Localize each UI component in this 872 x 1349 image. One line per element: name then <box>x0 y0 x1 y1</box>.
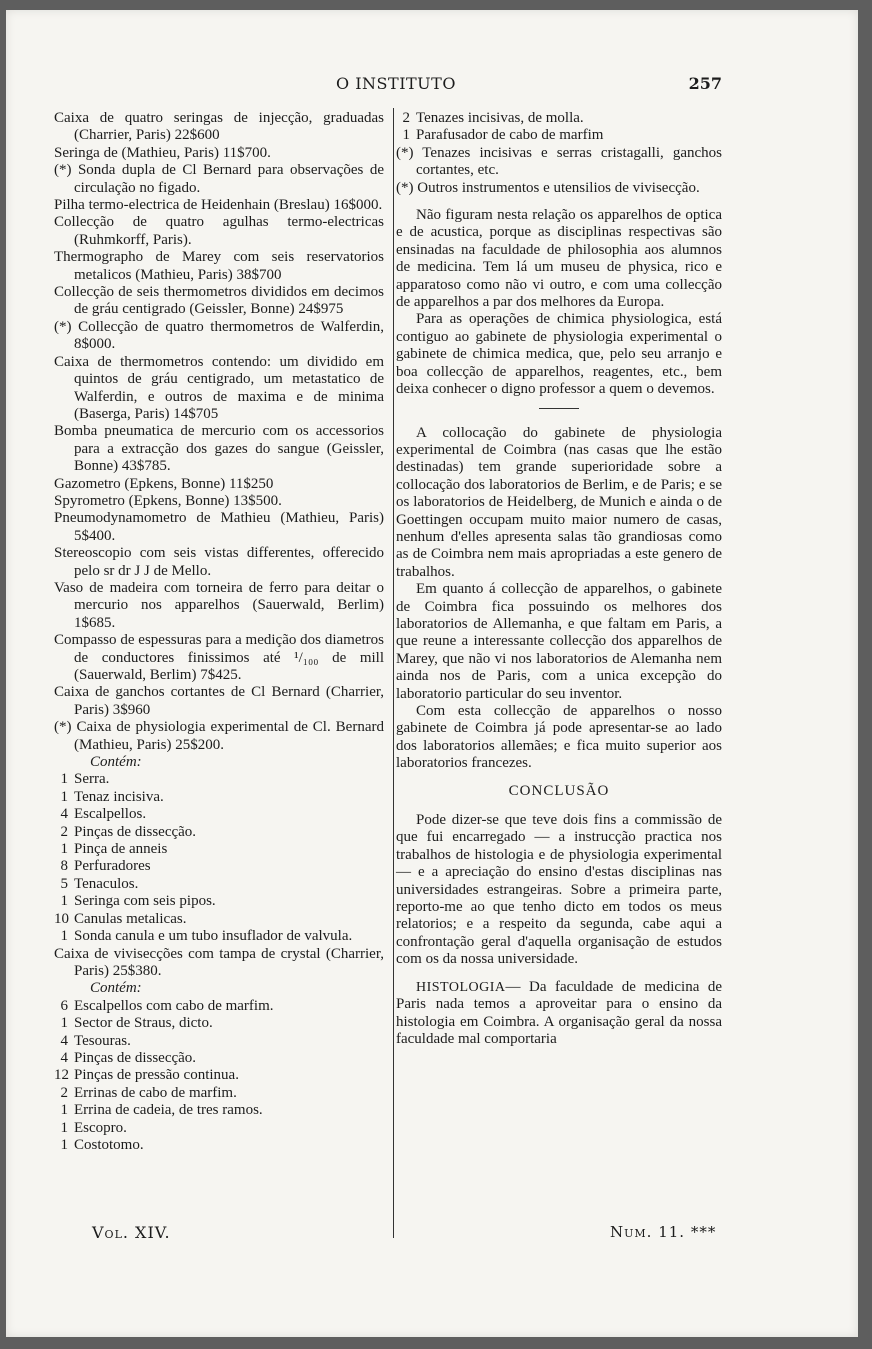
list-item <box>54 928 384 945</box>
item-text: Tenaz incisiva. <box>74 788 164 805</box>
item-quantity: 2 <box>60 1084 68 1101</box>
list-item <box>54 1137 384 1154</box>
item-text: Pinça de anneis <box>74 841 168 858</box>
instrument-entry: Compasso de espessuras para a medição dos diametros de conductores finissimos até ¹/₁₀₀ de mill (Sauerwald, Berlim) 7$425. <box>54 632 384 683</box>
paragraph: A collocação do gabinete de physiologia experimental de Coimbra (nas casas que lhe estão destinadas) tem grande superioridade sobre a collocação dos laboratorios de Berlim, e de Paris; e se os laboratorios de Heidelberg, de Munich e ainda o de Goettingen occupam muito maior numero de casas, nenhum d'elles apresenta salas tão grandiosas como as de Coimbra nem mais apropriadas a este genero de trabalhos. <box>396 424 722 580</box>
item-text: Parafusador de cabo de marfim <box>416 127 604 144</box>
item-quantity: 1 <box>60 1136 68 1153</box>
contents-list <box>396 110 722 145</box>
instrument-entry: Vaso de madeira com torneira de ferro para deitar o mercurio nos apparelhos (Sauerwald, Berlim) 1$685. <box>54 579 384 631</box>
item-quantity: 1 <box>60 1119 68 1136</box>
list-item <box>54 1050 384 1067</box>
instrument-entry: Collecção de quatro agulhas termo-electricas (Ruhmkorff, Paris). <box>54 214 384 248</box>
item-text: Tesouras. <box>74 1032 131 1049</box>
list-item <box>54 858 384 875</box>
instrument-entry: Pilha termo-electrica de Heidenhain (Breslau) 16$000. <box>54 197 383 214</box>
instrument-entries <box>54 110 384 754</box>
item-text: Escalpellos com cabo de marfim. <box>74 997 274 1014</box>
item-quantity: 4 <box>60 1049 68 1066</box>
instrument-entry: Stereoscopio com seis vistas differentes, offerecido pelo sr dr J J de Mello. <box>54 545 384 579</box>
list-item <box>54 998 384 1015</box>
item-text: Costotomo. <box>74 1136 144 1153</box>
item-text: Errina de cadeia, de tres ramos. <box>74 1102 263 1119</box>
page <box>6 10 858 1337</box>
list-item <box>54 1085 384 1102</box>
histologia-label: HISTOLOGIA <box>416 979 506 995</box>
list-item <box>54 806 384 823</box>
paragraph: Pode dizer-se que teve dois fins a commissão de que fui encarregado — a instrucção practica nos trabalhos de histologia e de physiologia experimental — e a apreciação do ensino d'estas disciplinas nas universidades estrangeiras. Sobre a primeira parte, reporto-me ao que tenho dicto em todos os meus relatorios; e a respeito da segunda, cabe aqui a confrontação geral d'aquella organisação de estudos com os da nossa universidade. <box>396 812 722 968</box>
item-text: Pinças de pressão continua. <box>74 1067 239 1084</box>
item-quantity: 2 <box>60 823 68 840</box>
item-text: Tenaculos. <box>74 875 139 892</box>
list-item <box>54 1033 384 1050</box>
page-number: 257 <box>688 74 722 93</box>
paragraph: Com esta collecção de apparelhos o nosso gabinete de Coimbra já pode apresentar-se ao lado dos laboratorios allemães; e fica muito superior aos laboratorios francezes. <box>396 703 722 772</box>
paragraph: Para as operações de chimica physiologica, está contiguo ao gabinete de physiologia experimental o gabinete de chimica medica, que, pelo seu arranjo e boa collecção de apparelhos, reagentes, etc., bem deixa conhecer o digno professor a quem o devemos. <box>396 311 722 398</box>
item-text: Sonda canula e um tubo insuflador de valvula. <box>74 928 353 945</box>
list-item <box>54 1102 384 1119</box>
list-item <box>54 841 384 858</box>
list-item <box>396 110 722 127</box>
instrument-entry: Bomba pneumatica de mercurio com os accessorios para a extracção dos gazes do sangue (Geissler, Bonne) 43$785. <box>54 423 384 475</box>
section-heading: CONCLUSÃO <box>508 782 610 799</box>
instrument-entry: Gazometro (Epkens, Bonne) 11$250 <box>54 475 274 492</box>
item-quantity: 1 <box>60 841 68 858</box>
item-quantity: 1 <box>60 788 68 805</box>
item-quantity: 8 <box>60 858 68 875</box>
contents-label: Contém: <box>90 980 142 997</box>
instrument-entry: Thermographo de Marey com seis reservatorios metalicos (Mathieu, Paris) 38$700 <box>54 249 384 283</box>
list-item <box>54 789 384 806</box>
item-quantity: 1 <box>60 893 68 910</box>
item-text: Errinas de cabo de marfim. <box>74 1084 237 1101</box>
right-column <box>396 110 722 1048</box>
instrument-entry: Pneumodynamometro de Mathieu (Mathieu, Paris) 5$400. <box>54 510 384 544</box>
item-quantity: 6 <box>60 997 68 1014</box>
item-text: Canulas metalicas. <box>74 910 187 927</box>
journal-title: O INSTITUTO <box>336 74 456 93</box>
instrument-entry: (*) Tenazes incisivas e serras cristagalli, ganchos cortantes, etc. <box>396 144 722 179</box>
item-quantity: 1 <box>60 1102 68 1119</box>
list-item <box>54 1120 384 1137</box>
column-divider <box>393 108 394 1238</box>
item-quantity: 2 <box>402 110 410 126</box>
list-item <box>54 876 384 893</box>
item-quantity: 10 <box>54 910 69 927</box>
item-quantity: 1 <box>402 127 410 144</box>
list-item <box>54 1015 384 1032</box>
instrument-entry: (*) Caixa de physiologia experimental de Cl. Bernard (Mathieu, Paris) 25$200. <box>54 719 384 753</box>
instrument-entries <box>396 145 722 197</box>
volume-label: Vol. XIV. <box>92 1223 171 1242</box>
item-quantity: 1 <box>60 1015 68 1032</box>
issue-number: Num. 11. *** <box>610 1223 717 1241</box>
instrument-entry: Caixa de thermometros contendo: um dividido em quintos de gráu centigrado, um metastatico de Walferdin, e outros de maxima e de minima (Baserga, Paris) 14$705 <box>54 353 384 422</box>
item-text: Serra. <box>74 771 110 788</box>
item-text: Tenazes incisivas, de molla. <box>416 110 584 126</box>
instrument-entry: Caixa de quatro seringas de injecção, graduadas (Charrier, Paris) 22$600 <box>54 110 384 144</box>
item-quantity: 4 <box>60 806 68 823</box>
item-text: Pinças de dissecção. <box>74 823 197 840</box>
item-text: Pinças de dissecção. <box>74 1049 197 1066</box>
instrument-entry: Caixa de ganchos cortantes de Cl Bernard (Charrier, Paris) 3$960 <box>54 684 384 718</box>
running-header <box>6 74 858 98</box>
paragraph: Não figuram nesta relação os apparelhos de optica e de acustica, porque as disciplinas respectivas são ensinadas na faculdade de philosophia aos alumnos de medicina. Tem lá um museu de physica, rico e apparatoso como não vi outro, e com uma collecção de apparelhos a par dos melhores da Europa. <box>396 207 722 311</box>
paragraph-text: — Da faculdade de medicina de Paris nada temos a aproveitar para o ensino da histologia em Coimbra. A organisação geral da nossa faculdade mal comportaria <box>396 978 722 1047</box>
list-item <box>54 911 384 928</box>
section-rule <box>539 408 579 409</box>
item-text: Escopro. <box>74 1119 127 1136</box>
item-text: Escalpellos. <box>74 806 147 823</box>
instrument-entry: (*) Outros instrumentos e utensilios de vivisecção. <box>396 179 700 196</box>
instrument-entry: Spyrometro (Epkens, Bonne) 13$500. <box>54 492 282 509</box>
item-text: Seringa com seis pipos. <box>74 893 216 910</box>
item-quantity: 1 <box>60 771 68 788</box>
list-item <box>54 893 384 910</box>
instrument-entry: Seringa de (Mathieu, Paris) 11$700. <box>54 144 271 161</box>
contents-list <box>54 998 384 1155</box>
paragraph: Em quanto á collecção de apparelhos, o gabinete de Coimbra fica possuindo os melhores dos laboratorios de Allemanha, e que faltam em Paris, a que reune a interessante collecção dos apparelhos de Marey, que não vi nos laboratorios de Alemanha nem ainda nos de Paris, com a unica excepção do laboratorio particular do seu inventor. <box>396 581 722 702</box>
item-quantity: 5 <box>60 875 68 892</box>
item-text: Perfuradores <box>74 858 151 875</box>
contents-list <box>54 771 384 945</box>
list-item <box>54 771 384 788</box>
instrument-entry: Collecção de seis thermometros divididos em decimos de gráu centigrado (Geissler, Bonne) 24$975 <box>54 284 384 318</box>
instrument-entry: (*) Collecção de quatro thermometros de Walferdin, 8$000. <box>54 318 384 353</box>
item-quantity: 12 <box>54 1067 69 1084</box>
item-quantity: 4 <box>60 1032 68 1049</box>
contents-label: Contém: <box>90 754 142 771</box>
instrument-entry: Caixa de vivisecções com tampa de crystal (Charrier, Paris) 25$380. <box>54 945 384 979</box>
list-item <box>54 824 384 841</box>
item-quantity: 1 <box>60 928 68 945</box>
instrument-entry: (*) Sonda dupla de Cl Bernard para observações de circulação no figado. <box>54 162 384 196</box>
list-item <box>54 1067 384 1084</box>
list-item <box>396 127 722 144</box>
left-column <box>54 110 384 1154</box>
paragraph-histologia <box>396 979 722 1049</box>
item-text: Sector de Straus, dicto. <box>74 1015 213 1032</box>
